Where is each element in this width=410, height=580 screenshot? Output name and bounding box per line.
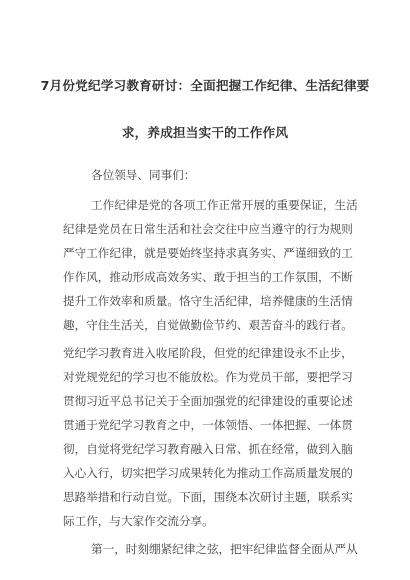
paragraph-line: 贯通于党纪学习教育之中，一体领悟、一体把握、一体贯 bbox=[63, 418, 353, 432]
paragraph-line: 严守工作纪律，就是要始终坚持求真务实、严谨细致的工 bbox=[63, 246, 353, 260]
paragraph-line: 工作纪律是党的各项工作正常开展的重要保证，生活 bbox=[91, 198, 358, 212]
paragraph-line: 入心入行，切实把学习成果转化为推动工作高质量发展的 bbox=[63, 466, 353, 480]
paragraph-line: 作作风，推动形成高效务实、敢于担当的工作氛围，不断 bbox=[63, 270, 353, 284]
paragraph-line: 思路举措和行动自觉。下面，围绕本次研讨主题，联系实 bbox=[63, 490, 353, 504]
paragraph-line: 党纪学习教育进入收尾阶段，但党的纪律建设永不止步， bbox=[63, 346, 353, 360]
document-title-line-1: 7月份党纪学习教育研讨：全面把握工作纪律、生活纪律要 bbox=[40, 78, 370, 93]
paragraph-line: 趣，守住生活关，自觉做勤俭节约、艰苦奋斗的践行者。 bbox=[63, 318, 353, 332]
salutation: 各位领导、同事们： bbox=[91, 168, 196, 182]
paragraph-line: 际工作，与大家作交流分享。 bbox=[63, 514, 214, 528]
paragraph-line: 对党规党纪的学习也不能放松。作为党员干部，要把学习 bbox=[63, 370, 353, 384]
paragraph-line: 第一，时刻绷紧纪律之弦，把牢纪律监督全面从严从 bbox=[91, 542, 358, 556]
paragraph-line: 提升工作效率和质量。恪守生活纪律，培养健康的生活情 bbox=[63, 294, 353, 308]
paragraph-line: 纪律是党员在日常生活和社会交往中应当遵守的行为规则 bbox=[63, 222, 353, 236]
document-title-line-2: 求，养成担当实干的工作作风 bbox=[121, 125, 289, 140]
paragraph-line: 彻，自觉将党纪学习教育融入日常、抓在经常，做到入脑 bbox=[63, 442, 353, 456]
paragraph-line: 贯彻习近平总书记关于全面加强党的纪律建设的重要论述 bbox=[63, 394, 353, 408]
